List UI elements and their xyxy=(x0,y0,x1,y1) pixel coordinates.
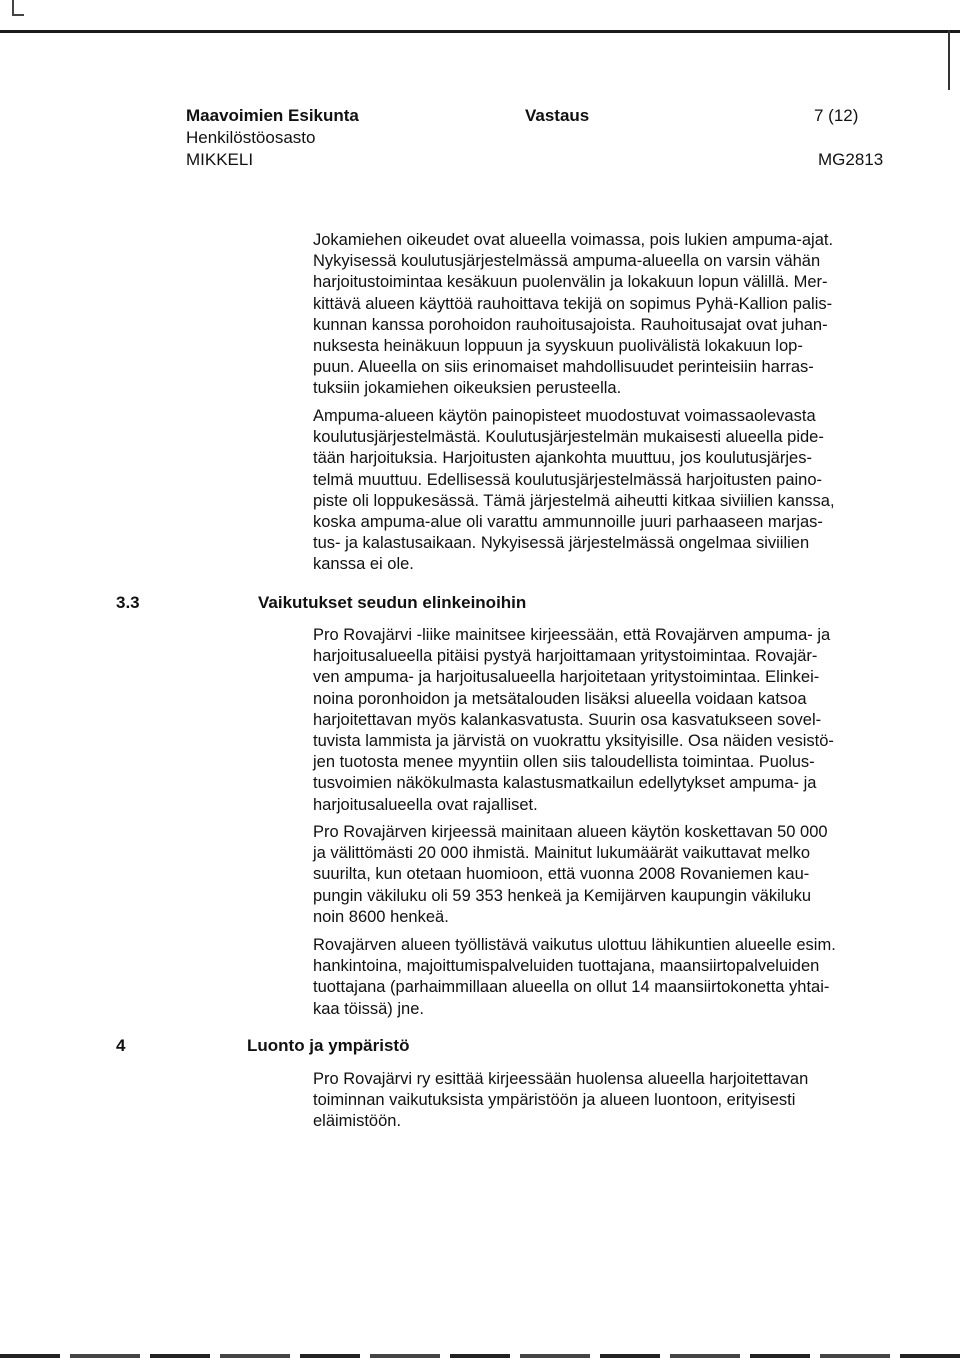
section-3-3-paragraph-1: Pro Rovajärvi -liike mainitsee kirjeessään, että Rovajärven ampuma- ja harjoitusalueella pitäisi pystyä harjoittamaan yritystoimintaa. Rovajär- ven ampuma- ja harjoitusalueella harjoitetaan yritystoimintaa. Elinkei- noina poronhoidon ja metsätalouden lisäksi alueella voidaan katsoa harjoitettavan myös kalankasvatusta. Suurin osa kasvatukseen sovel- tuvista lammista ja järvistä on vuokrattu yksityisille. Osa näiden vesistö- jen tuotosta menee myyntiin ollen siis taloudellista toimintaa. Puolus- tusvoimien näkökulmasta kalastusmatkailun edellytykset ampuma- ja harjoitusalueella ovat rajalliset. xyxy=(313,626,834,814)
scan-right-edge-line xyxy=(948,30,950,90)
section-number: 4 xyxy=(116,1036,126,1055)
section-3-3-paragraph-2: Pro Rovajärven kirjeessä mainitaan alueen käytön koskettavan 50 000 ja välittömästi 20 000 ihmistä. Mainitut lukumäärät vaikuttavat melko suurilta, kun otetaan huomioon, että vuonna 2008 Rovaniemen kau- pungin väkiluku oli 59 353 henkeä ja Kemijärven kaupungin väkiluku noin 8600 henkeä. xyxy=(313,823,828,926)
section-title: Luonto ja ympäristö xyxy=(247,1036,410,1055)
header-document-type: Vastaus xyxy=(525,106,590,125)
section-title: Vaikutukset seudun elinkeinoihin xyxy=(258,593,527,612)
section-number: 3.3 xyxy=(116,593,140,612)
header-department: Henkilöstöosasto xyxy=(186,128,316,147)
section-4-paragraph-1: Pro Rovajärvi ry esittää kirjeessään huolensa alueella harjoitettavan toiminnan vaikutuksista ympäristöön ja alueen luontoon, erityisesti eläimistöön. xyxy=(313,1070,809,1131)
header-reference-code: MG2813 xyxy=(818,150,884,169)
header-page-number: 7 (12) xyxy=(814,106,859,125)
scan-top-edge-line xyxy=(0,30,960,33)
header-organization: Maavoimien Esikunta xyxy=(186,106,359,125)
header-city: MIKKELI xyxy=(186,150,254,169)
section-3-3-paragraph-3: Rovajärven alueen työllistävä vaikutus ulottuu lähikuntien alueelle esim. hankintoina, majoittumispalveluiden tuottajana, maansiirtopalveluiden tuottajana (parhaimmillaan alueella on ollut 14 maansiirtokonetta yhtai- kaa töissä) jne. xyxy=(313,936,836,1018)
intro-paragraph-2: Ampuma-alueen käytön painopisteet muodostuvat voimassaolevasta koulutusjärjestelmästä. Koulutusjärjestelmän mukaisesti alueella pide- tään harjoituksia. Harjoitusten ajankohta muuttuu, jos koulutusjärjes- telmä muuttuu. Edellisessä koulutusjärjestelmässä harjoitusten paino- piste oli loppukesässä. Tämä järjestelmä aiheutti kitkaa siviilien kanssa, koska ampuma-alue oli varattu ammunnoille juuri parhaaseen marjas- tus- ja kalastusaikaan. Nykyisessä järjestelmässä ongelmaa siviilien kanssa ei ole. xyxy=(313,407,835,574)
intro-paragraph-1: Jokamiehen oikeudet ovat alueella voimassa, pois lukien ampuma-ajat. Nykyisessä koulutusjärjestelmässä ampuma-alueella on varsin vähän harjoitustoimintaa kesäkuun puolenvälin ja lokakuun lopun välillä. Mer- kittävä alueen käyttöä rauhoittava tekijä on sopimus Pyhä-Kallion palis- kunnan kanssa porohoidon rauhoitusajoista. Rauhoitusajat ovat juhan- nuksesta heinäkuun loppuun ja syyskuun puolivälistä lokakuun lop- puun. Alueella on siis erinomaiset mahdollisuudet perinteisiin harras- tuksiin jokamiehen oikeuksien perusteella. xyxy=(313,231,834,398)
scan-bottom-edge-line xyxy=(0,1354,960,1358)
scan-artifact-mark xyxy=(12,0,24,16)
